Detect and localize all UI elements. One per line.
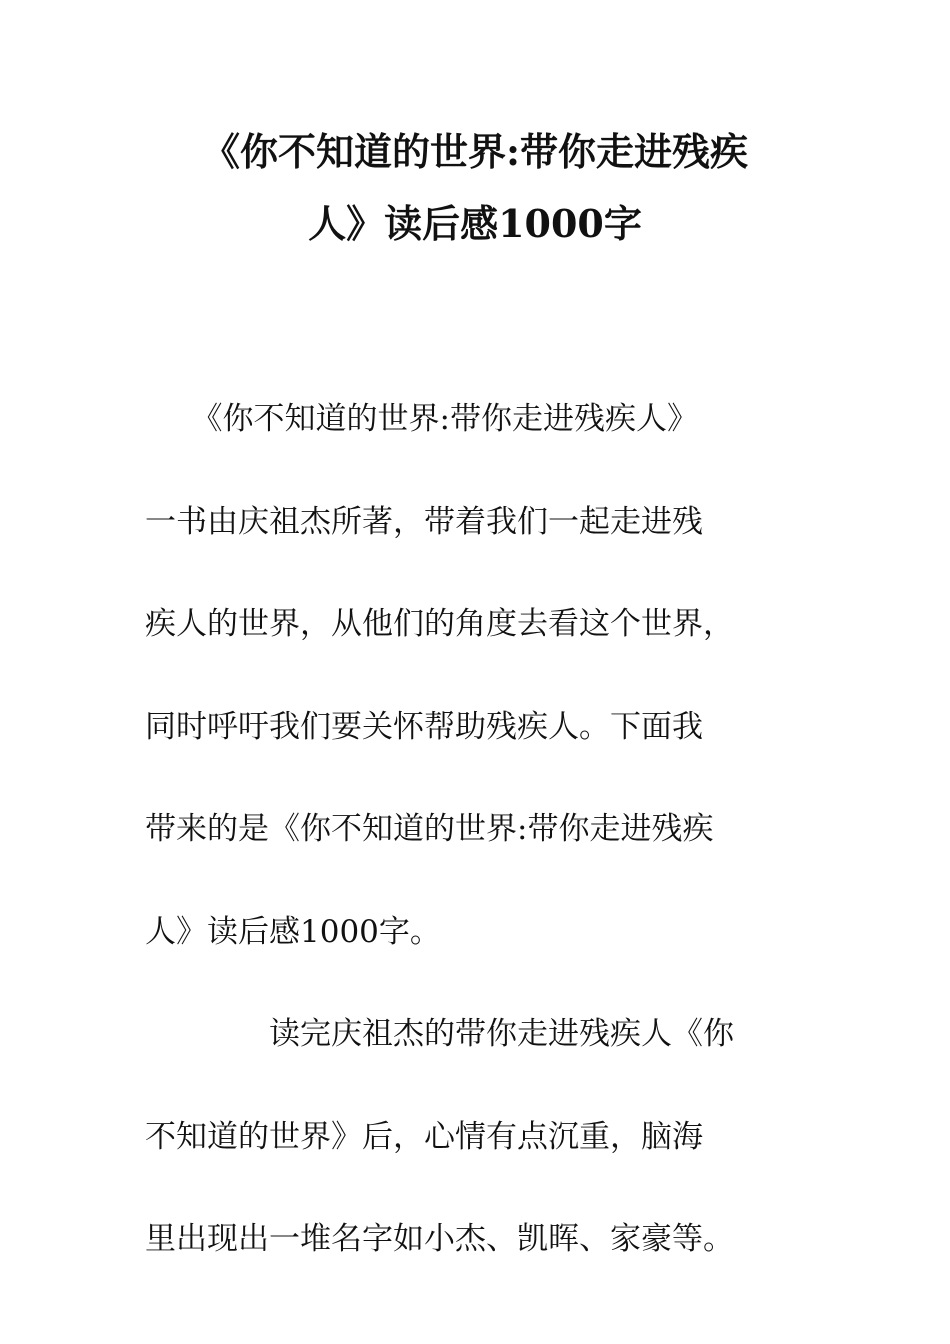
- body-line-4: 同时呼吁我们要关怀帮助残疾人。下面我: [145, 708, 703, 745]
- body-line-3: 疾人的世界，从他们的角度去看这个世界，: [145, 606, 734, 642]
- body-line-8: 不知道的世界》后，心情有点沉重，脑海: [145, 1118, 703, 1155]
- body-line-9: 里出现出一堆名字如小杰、凯晖、家豪等。: [145, 1221, 734, 1257]
- body-line-6: 人》读后感1000字。: [145, 913, 441, 950]
- document-body: [145, 368, 810, 1291]
- body-line-2: 一书由庆祖杰所著，带着我们一起走进残: [145, 503, 703, 540]
- title-line-2: 人》读后感1000字: [308, 201, 642, 246]
- title-line-1: 《你不知道的世界:带你走进残疾: [201, 129, 749, 174]
- document-title: [140, 116, 810, 260]
- body-line-5: 带来的是《你不知道的世界:带你走进残疾: [145, 811, 714, 847]
- body-line-1: 《你不知道的世界:带你走进残疾人》: [145, 401, 698, 437]
- body-line-7: 读完庆祖杰的带你走进残疾人《你: [145, 1016, 734, 1052]
